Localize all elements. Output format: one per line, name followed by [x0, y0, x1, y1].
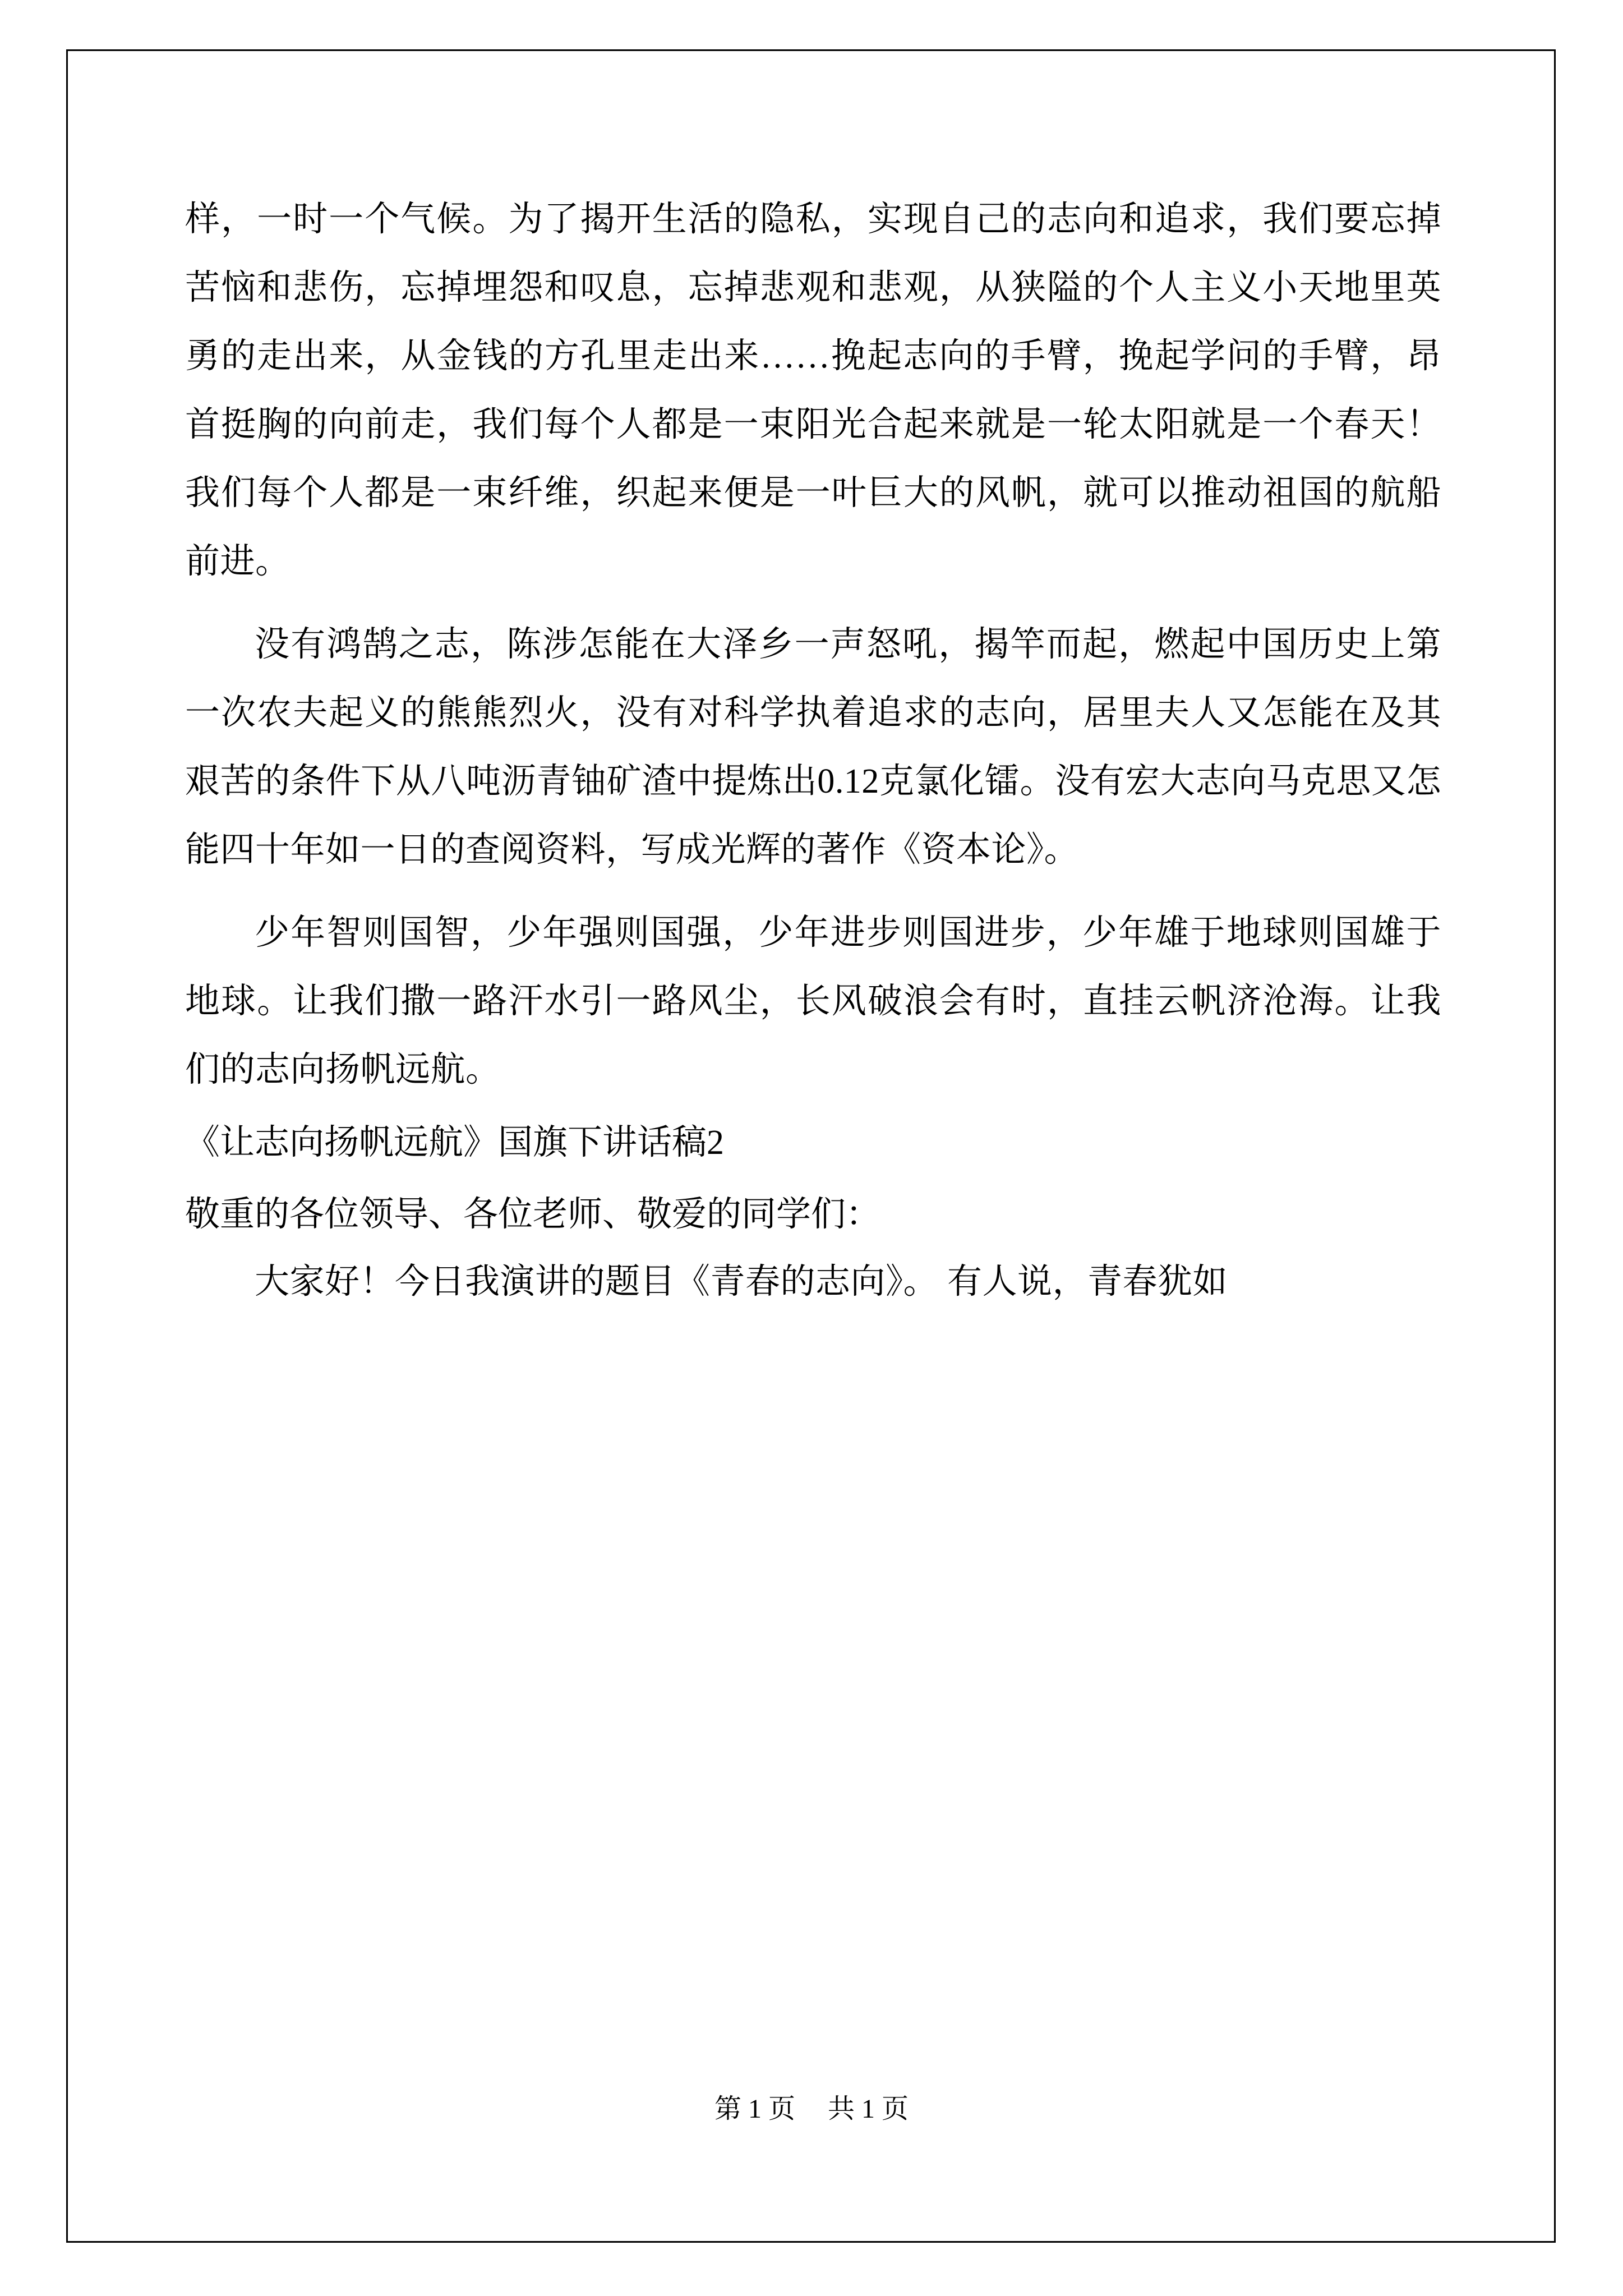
paragraph: 少年智则国智，少年强则国强，少年进步则国进步，少年雄于地球则国雄于地球。让我们撒一路汗水引一路风尘，长风破浪会有时，直挂云帆济沧海。让我们的志向扬帆远航。	[185, 914, 1441, 1089]
paragraph: 样，一时一个气候。为了揭开生活的隐私，实现自己的志向和追求，我们要忘掉苦恼和悲伤，忘掉埋怨和叹息，忘掉悲观和悲观，从狭隘的个人主义小天地里英勇的走出来，从金钱的方孔里走出来……挽起志向的手臂，挽起学问的手臂，昂首挺胸的向前走，我们每个人都是一束阳光合起来就是一轮太阳就是一个春天！我们每个人都是一束纤维，织起来便是一叶巨大的风帆，就可以推动祖国的航船前进。	[185, 200, 1441, 581]
page-footer	[0, 2092, 1623, 2126]
salutation: 敬重的各位领导、各位老师、敬爱的同学们：	[185, 1195, 881, 1234]
paragraph: 没有鸿鹄之志，陈涉怎能在大泽乡一声怒吼，揭竿而起，燃起中国历史上第一次农夫起义的熊熊烈火，没有对科学执着追求的志向，居里夫人又怎能在及其艰苦的条件下从八吨沥青铀矿渣中提炼出0.12克氯化镭。没有宏大志向马克思又怎能四十年如一日的查阅资料，写成光辉的著作《资本论》。	[185, 625, 1441, 869]
document-body	[185, 185, 1441, 1319]
footer-total-pages: 共 1 页	[828, 2094, 909, 2124]
footer-current-page: 第 1 页	[714, 2094, 795, 2124]
paragraph: 大家好！今日我演讲的题目《青春的志向》。 有人说，青春犹如	[255, 1263, 1228, 1301]
section-title: 《让志向扬帆远航》国旗下讲话稿2	[185, 1124, 725, 1162]
